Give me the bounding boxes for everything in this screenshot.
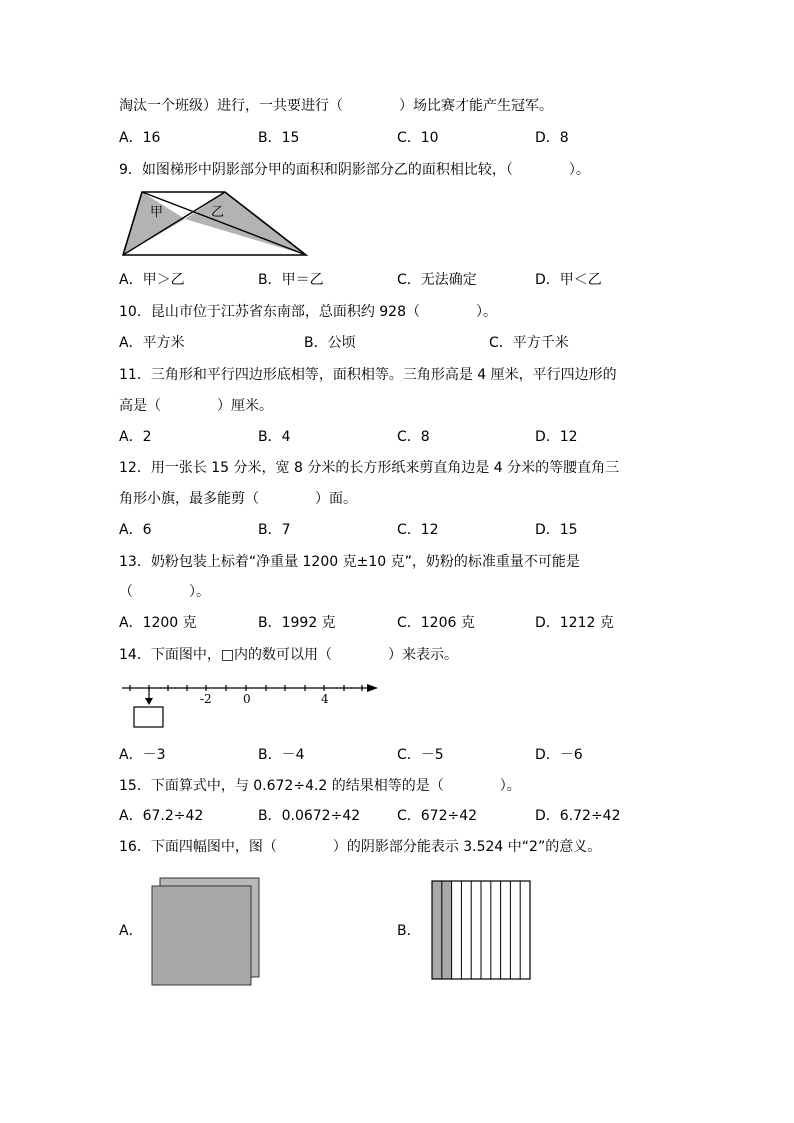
question-15-options-row [119,806,719,826]
option-c[interactable]: C．无法确定 [397,272,477,288]
question-15-text-visible: 15．下面算式中，与 0.672÷4.2 的结果相等的是（ ）。 [119,778,521,794]
arrow-right-icon [367,684,378,692]
option-a[interactable]: A．16 [119,130,161,146]
question-8-options [119,128,719,148]
option-c[interactable]: C．12 [397,522,439,538]
option-b[interactable]: B．0.0672÷42 [258,808,361,824]
shaded-region-yi [185,192,306,255]
question-12-text-line1: 12．用一张长 15 分米，宽 8 分米的长方形纸来剪直角边是 4 分米的等腰直角三 [119,460,620,476]
option-a[interactable]: A．－3 [119,747,166,763]
question-11-options [119,427,719,447]
question-11-text-line1: 11．三角形和平行四边形底相等，面积相等。三角形高是 4 厘米，平行四边形的 [119,367,617,383]
option-c[interactable]: C．672÷42 [397,808,478,824]
trapezoid-figure [118,190,318,260]
question-14-text: 14．下面图中，□内的数可以用（ ）来表示。 [119,647,459,663]
number-line-figure [118,676,388,736]
question-11-text-line2: 高是（ ）厘米。 [119,398,273,414]
option-a[interactable]: A．6 [119,522,152,538]
question-10-options [119,333,719,353]
question-12-text-line2: 角形小旗，最多能剪（ ）面。 [119,491,357,507]
label-jia: 甲 [150,205,164,220]
strip-dividers [442,881,520,979]
question-13-text-line2: （ ）。 [119,584,210,600]
option-d[interactable]: D．8 [535,130,569,146]
answer-box [134,707,163,727]
option-b[interactable]: B．公顷 [304,335,356,351]
option-a[interactable]: A．67.2÷42 [119,808,204,824]
tick-label-0: 0 [243,692,251,706]
figure-a-squares[interactable] [150,876,260,986]
option-d[interactable]: D．甲＜乙 [535,272,602,288]
question-9-options [119,270,719,290]
option-c[interactable]: C．平方千米 [489,335,569,351]
question-14-options [119,745,719,765]
option-d[interactable]: D．1212 克 [535,615,614,631]
question-9-text: 9．如图梯形中阴影部分甲的面积和阴影部分乙的面积相比较，（ ）。 [119,162,590,178]
figure-b-strips[interactable] [430,879,532,981]
option-b[interactable]: B．7 [258,522,291,538]
question-12-options [119,520,719,540]
option-b-label[interactable]: B． [397,923,421,939]
option-c[interactable]: C．10 [397,130,439,146]
option-d[interactable]: D．6.72÷42 [535,808,621,824]
question-16-text: 16．下面四幅图中，图（ ）的阴影部分能表示 3.524 中“2”的意义。 [119,839,602,855]
option-c[interactable]: C．1206 克 [397,615,475,631]
arrow-down-icon [145,698,153,705]
option-a[interactable]: A．1200 克 [119,615,197,631]
option-b[interactable]: B．甲＝乙 [258,272,324,288]
question-13-options [119,613,719,633]
option-d[interactable]: D．15 [535,522,578,538]
option-a-label[interactable]: A． [119,923,143,939]
question-13-text-line1: 13．奶粉包装上标着“净重量 1200 克±10 克”，奶粉的标准重量不可能是 [119,554,580,570]
option-b[interactable]: B．15 [258,130,300,146]
option-d[interactable]: D．－6 [535,747,583,763]
option-c[interactable]: C．－5 [397,747,444,763]
option-a[interactable]: A．2 [119,429,152,445]
front-square [152,886,251,985]
option-b[interactable]: B．1992 克 [258,615,336,631]
option-c[interactable]: C．8 [397,429,430,445]
option-b[interactable]: B．4 [258,429,291,445]
tick-label-neg2: -2 [200,692,212,706]
label-yi: 乙 [211,205,225,220]
question-8-text: 淘汰一个班级）进行，一共要进行（ ）场比赛才能产生冠军。 [119,98,553,114]
option-a[interactable]: A．平方米 [119,335,185,351]
option-d[interactable]: D．12 [535,429,578,445]
tick-label-4: 4 [321,692,329,706]
option-a[interactable]: A．甲＞乙 [119,272,185,288]
question-10-text: 10．昆山市位于江苏省东南部，总面积约 928（ ）。 [119,304,497,320]
option-b[interactable]: B．－4 [258,747,305,763]
